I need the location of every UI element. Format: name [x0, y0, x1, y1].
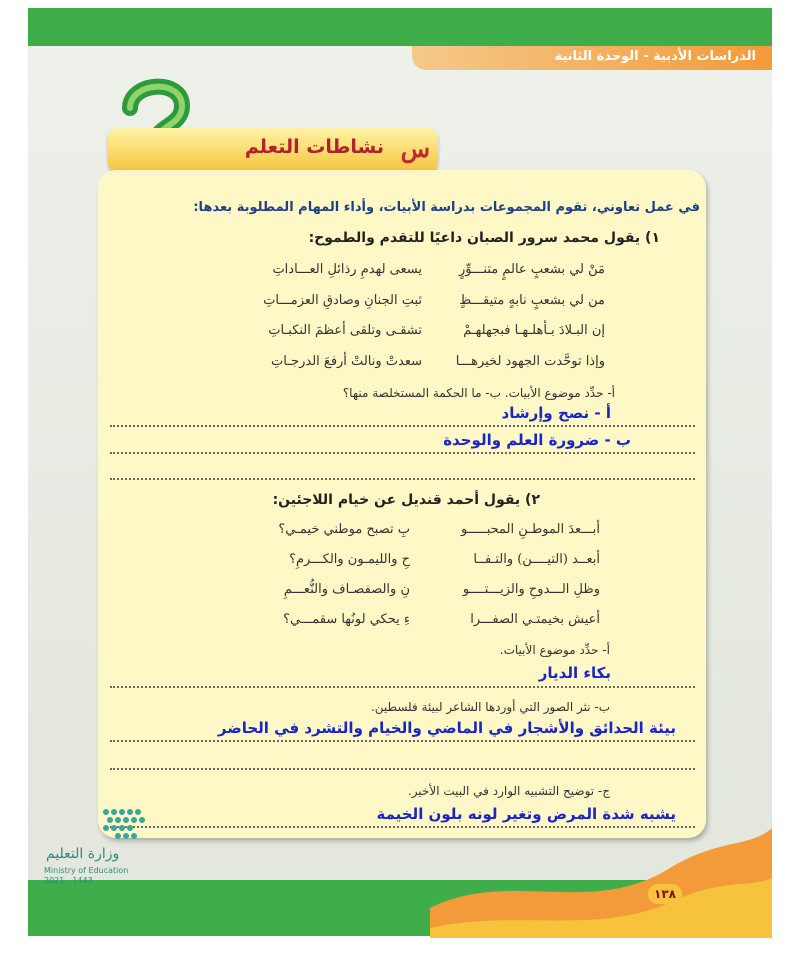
banner-title: نشاطات التعلم [244, 136, 384, 158]
learning-activities-banner [108, 128, 438, 172]
answer-line [110, 686, 695, 688]
q1-verse4-right: وإذا توحَّدت الجهود لخيرهـــا [455, 354, 605, 369]
q2-verse2-right: أبعــد (التيــــن) والتـفــا [473, 552, 600, 567]
q2-heading: ٢) يقول أحمد قنديل عن خيام اللاجئين: [272, 492, 540, 508]
q1-verse3-left: تشقـى وتلقى أعظمَ النكبـاتِ [268, 323, 422, 338]
q2-verse4-left: ءِ يحكي لونُها سقمـــي؟ [283, 612, 410, 627]
ministry-name-ar: وزارة التعليم [46, 846, 120, 862]
q1-verse2-right: من لي بشعبٍ نابهٍ متيقـــظٍ [459, 293, 605, 308]
header-tab [412, 46, 772, 70]
answer-line [110, 425, 695, 427]
q2-prompt-b: ب- نثر الصور التي أوردها الشاعر لبيئة فلسطين. [370, 700, 610, 714]
banner-logo: س [400, 134, 430, 163]
q1-verse2-left: ثبتِ الجنانِ وصادقِ العزمـــاتِ [263, 293, 422, 308]
q1-verse4-left: سعدتْ ونالتْ أرفعَ الدرجـاتِ [271, 354, 422, 369]
answer-line [110, 452, 695, 454]
q2-verse4-right: أعيش بخيمتـي الصفـــرا [470, 612, 600, 627]
q1-verse1-left: يسعى لهدمِ رذائلِ العـــاداتِ [272, 262, 422, 277]
q2-verse1-left: بِ تصبح موطني خيمـي؟ [278, 522, 410, 537]
answer-line [110, 740, 695, 742]
q2-verse2-left: حِ والليمـون والكـــرمِ؟ [289, 552, 410, 567]
q1-verse3-right: إن البـلادَ بـأهلـهـا فبجهلهـمْ [463, 323, 605, 338]
q2-verse3-left: نِ والصفصـاف والنُّعـــمِ [283, 582, 410, 597]
q1-prompt: أ- حدِّد موضوع الأبيات. ب- ما الحكمة المستخلصة منها؟ [342, 386, 615, 400]
q2-prompt-c: ج- توضيح التشبيه الوارد في البيت الأخير. [407, 784, 610, 798]
q2-answer-b: بيئة الحدائق والأشجار في الماضي والخيام والتشرد في الحاضر [214, 719, 680, 737]
header-title: الدراسات الأدبية - الوحدة الثانية [554, 49, 756, 64]
q2-verse1-right: أبـــعدَ الموطـنِ المحبـــــو [460, 522, 600, 537]
page-number: ١٣٨ [648, 884, 682, 904]
ministry-name-en: Ministry of Education [44, 866, 129, 875]
answer-line [110, 768, 695, 770]
q2-prompt-a: أ- حدِّد موضوع الأبيات. [499, 643, 610, 657]
q1-answer-a: أ - نصح وإرشاد [498, 404, 615, 422]
q1-heading: ١) يقول محمد سرور الصبان داعيًا للتقدم والطموح: [308, 230, 660, 246]
top-green-band [28, 8, 772, 46]
answer-line [110, 478, 695, 480]
ministry-year: 2021 - 1443 [44, 876, 93, 885]
q1-answer-b: ب - ضرورة العلم والوحدة [439, 431, 635, 449]
q2-answer-a: بكاء الديار [535, 664, 615, 682]
q2-answer-c: يشبه شدة المرض وتغير لونه بلون الخيمة [372, 805, 680, 823]
orange-wave-decoration [430, 828, 772, 938]
q1-verse1-right: مَنْ لي بشعبٍ عالمٍ متنـــوِّرٍ [459, 262, 605, 277]
q2-verse3-right: وظلِ الـــدوحِ والزيـــتــــو [462, 582, 600, 597]
intro-text: في عمل تعاوني، تقوم المجموعات بدراسة الأبيات، وأداء المهام المطلوبة بعدها: [193, 200, 700, 215]
